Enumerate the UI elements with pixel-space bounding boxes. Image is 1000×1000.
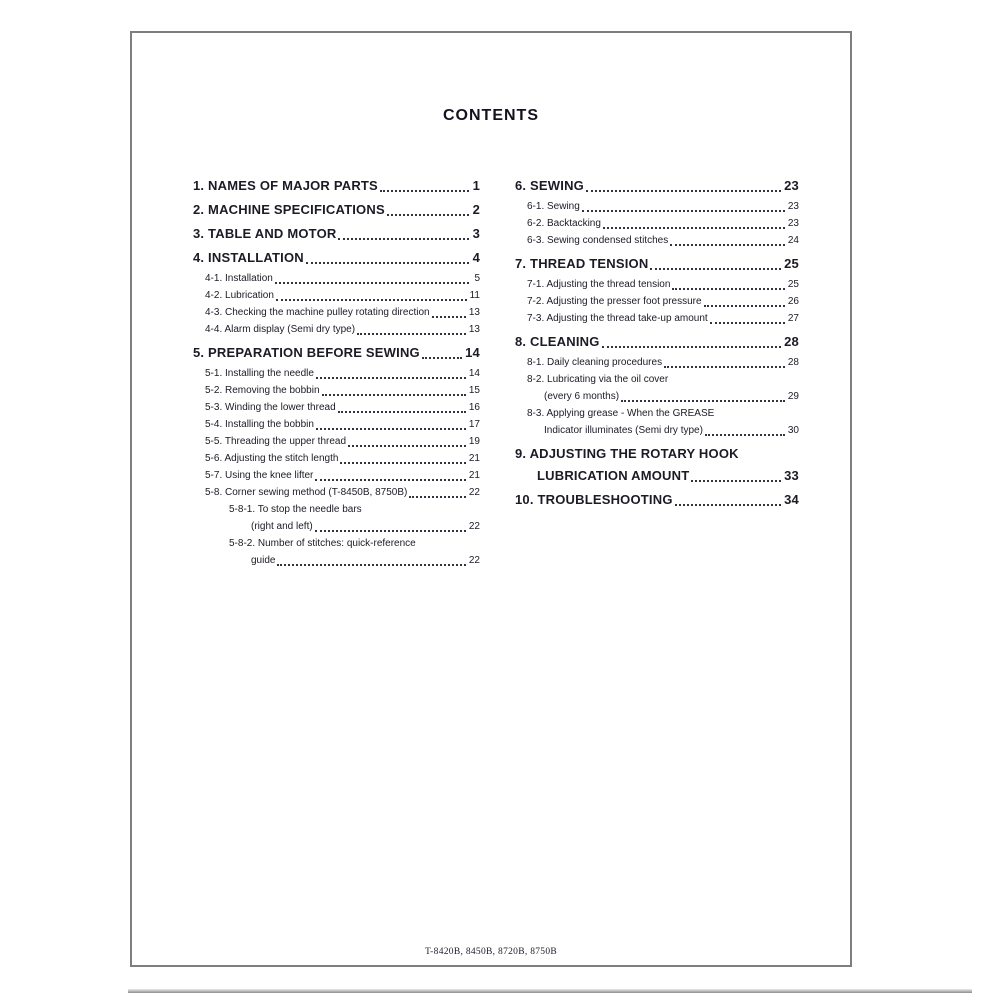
page-title: CONTENTS: [443, 107, 539, 124]
toc-entry-label: 5-4. Installing the bobbin: [205, 419, 314, 430]
dotted-leader: [277, 564, 465, 566]
dotted-leader: [586, 190, 781, 192]
toc-entry-label: 7-2. Adjusting the presser foot pressure: [527, 296, 702, 307]
dotted-leader: [691, 480, 781, 482]
toc-entry: [193, 304, 480, 321]
dotted-leader: [340, 462, 465, 464]
dotted-leader: [338, 411, 466, 413]
dotted-leader: [316, 428, 466, 430]
toc-entry: [193, 467, 480, 484]
toc-entry-label: 10. TROUBLESHOOTING: [515, 492, 673, 507]
dotted-leader: [670, 244, 785, 246]
dotted-leader: [316, 377, 466, 379]
toc-page-number: 14: [468, 368, 480, 379]
toc-entry: [193, 484, 480, 501]
toc-entry: [515, 388, 799, 405]
toc-entry-label: 5-5. Threading the upper thread: [205, 436, 347, 447]
toc-entry: [515, 332, 799, 351]
dotted-leader: [322, 394, 466, 396]
toc-page-number: 4: [472, 250, 480, 265]
toc-entry-label: Indicator illuminates (Semi dry type): [544, 425, 703, 436]
toc-page-number: 23: [787, 201, 799, 212]
toc-entry: [193, 535, 480, 552]
dotted-leader: [422, 357, 462, 359]
dotted-leader: [348, 445, 466, 447]
toc-entry: [193, 399, 480, 416]
toc-entry: [515, 232, 799, 249]
toc-entry: [515, 354, 799, 371]
toc-page-number: 21: [468, 453, 480, 464]
toc-entry: [193, 176, 480, 195]
dotted-leader: [338, 238, 469, 240]
toc-entry-label: 5-7. Using the knee lifter: [205, 470, 314, 481]
toc-entry: [193, 433, 480, 450]
toc-page-number: 16: [468, 402, 480, 413]
toc-page-number: 21: [468, 470, 480, 481]
toc-entry-label: 4-4. Alarm display (Semi dry type): [205, 324, 356, 335]
toc-entry: [515, 310, 799, 327]
toc-entry: [193, 321, 480, 338]
manual-page: [130, 31, 852, 967]
toc-page-number: 17: [468, 419, 480, 430]
toc-entry-label: 2. MACHINE SPECIFICATIONS: [193, 202, 385, 217]
toc-entry-label: guide: [251, 555, 276, 566]
toc-page-number: 1: [472, 178, 480, 193]
dotted-leader: [306, 262, 469, 264]
dotted-leader: [582, 210, 785, 212]
toc-entry-label: 5-8-2. Number of stitches: quick-reference: [229, 538, 416, 549]
toc-page-number: 3: [472, 226, 480, 241]
toc-entry: [515, 215, 799, 232]
toc-entry: [193, 518, 480, 535]
toc-page-number: 22: [468, 521, 480, 532]
toc-entry-label: 8-1. Daily cleaning procedures: [527, 357, 663, 368]
toc-entry-label: 6-3. Sewing condensed stitches: [527, 235, 669, 246]
toc-page-number: 25: [784, 256, 799, 271]
toc-entry-label: LUBRICATION AMOUNT: [537, 468, 690, 483]
dotted-leader: [357, 333, 466, 335]
toc-entry-label: 9. ADJUSTING THE ROTARY HOOK: [515, 446, 739, 461]
toc-page-number: 30: [787, 425, 799, 436]
toc-page-number: 22: [468, 487, 480, 498]
dotted-leader: [602, 346, 782, 348]
toc-entry: [193, 200, 480, 219]
dotted-leader: [621, 400, 785, 402]
toc-entry: [193, 416, 480, 433]
toc-entry-label: 4. INSTALLATION: [193, 250, 304, 265]
toc-column-right: [515, 176, 799, 512]
dotted-leader: [672, 288, 784, 290]
toc-entry: [515, 466, 799, 485]
toc-page-number: 33: [784, 468, 799, 483]
toc-entry-label: 8-3. Applying grease - When the GREASE: [527, 408, 715, 419]
toc-entry-label: 5. PREPARATION BEFORE SEWING: [193, 345, 420, 360]
dotted-leader: [432, 316, 466, 318]
toc-entry-label: (every 6 months): [544, 391, 620, 402]
toc-column-left: [193, 176, 480, 569]
toc-entry-label: (right and left): [251, 521, 313, 532]
toc-entry-label: 5-1. Installing the needle: [205, 368, 314, 379]
toc-page-number: 19: [468, 436, 480, 447]
dotted-leader: [675, 504, 781, 506]
toc-entry: [515, 371, 799, 388]
toc-entry: [515, 254, 799, 273]
toc-entry: [193, 365, 480, 382]
toc-entry-label: 3. TABLE AND MOTOR: [193, 226, 337, 241]
toc-entry: [515, 405, 799, 422]
toc-entry-label: 5-3. Winding the lower thread: [205, 402, 336, 413]
toc-page-number: 29: [787, 391, 799, 402]
toc-entry: [515, 422, 799, 439]
toc-entry-label: 4-2. Lubrication: [205, 290, 274, 301]
toc-entry: [193, 224, 480, 243]
dotted-leader: [603, 227, 785, 229]
dotted-leader: [710, 322, 785, 324]
toc-entry-label: 1. NAMES OF MAJOR PARTS: [193, 178, 378, 193]
toc-page-number: 2: [472, 202, 480, 217]
toc-page-number: 23: [784, 178, 799, 193]
toc-entry: [193, 287, 480, 304]
toc-entry: [515, 198, 799, 215]
toc-entry-label: 5-6. Adjusting the stitch length: [205, 453, 339, 464]
toc-entry: [193, 270, 480, 287]
toc-page-number: 25: [787, 279, 799, 290]
dotted-leader: [315, 479, 465, 481]
toc-entry-label: 5-8-1. To stop the needle bars: [229, 504, 362, 515]
toc-entry-label: 5-8. Corner sewing method (T-8450B, 8750B): [205, 487, 408, 498]
dotted-leader: [387, 214, 469, 216]
toc-entry: [515, 444, 799, 463]
dotted-leader: [276, 299, 467, 301]
toc-page-number: 11: [469, 290, 480, 301]
dotted-leader: [315, 530, 466, 532]
dotted-leader: [275, 282, 469, 284]
dotted-leader: [650, 268, 781, 270]
dotted-leader: [664, 366, 785, 368]
toc-entry-label: 5-2. Removing the bobbin: [205, 385, 320, 396]
toc-entry-label: 4-1. Installation: [205, 273, 273, 284]
toc-page-number: 27: [787, 313, 799, 324]
toc-entry-label: 8. CLEANING: [515, 334, 600, 349]
toc-page-number: 14: [465, 345, 480, 360]
dotted-leader: [380, 190, 469, 192]
toc-entry: [193, 382, 480, 399]
toc-page-number: 34: [784, 492, 799, 507]
dotted-leader: [705, 434, 785, 436]
toc-entry: [193, 248, 480, 267]
toc-entry-label: 8-2. Lubricating via the oil cover: [527, 374, 669, 385]
toc-entry-label: 6-1. Sewing: [527, 201, 580, 212]
toc-page-number: 23: [787, 218, 799, 229]
next-page-top-edge: [128, 989, 972, 993]
toc-entry-label: 7-3. Adjusting the thread take-up amount: [527, 313, 708, 324]
toc-entry: [193, 501, 480, 518]
model-numbers-footer: T-8420B, 8450B, 8720B, 8750B: [424, 947, 558, 957]
toc-page-number: 5: [474, 273, 480, 284]
toc-entry: [515, 176, 799, 195]
toc-entry: [193, 552, 480, 569]
dotted-leader: [704, 305, 785, 307]
toc-page-number: 26: [787, 296, 799, 307]
toc-entry-label: 7. THREAD TENSION: [515, 256, 649, 271]
toc-page-number: 22: [468, 555, 480, 566]
toc-entry-label: 7-1. Adjusting the thread tension: [527, 279, 671, 290]
toc-entry-label: 4-3. Checking the machine pulley rotating direction: [205, 307, 430, 318]
toc-entry-label: 6-2. Backtacking: [527, 218, 601, 229]
toc-page-number: 28: [784, 334, 799, 349]
toc-page-number: 15: [468, 385, 480, 396]
toc-entry: [515, 490, 799, 509]
toc-entry: [515, 276, 799, 293]
toc-page-number: 24: [787, 235, 799, 246]
toc-entry: [193, 343, 480, 362]
toc-page-number: 28: [787, 357, 799, 368]
toc-page-number: 13: [468, 324, 480, 335]
toc-entry: [515, 293, 799, 310]
toc-entry: [193, 450, 480, 467]
dotted-leader: [409, 496, 466, 498]
toc-entry-label: 6. SEWING: [515, 178, 584, 193]
toc-page-number: 13: [468, 307, 480, 318]
